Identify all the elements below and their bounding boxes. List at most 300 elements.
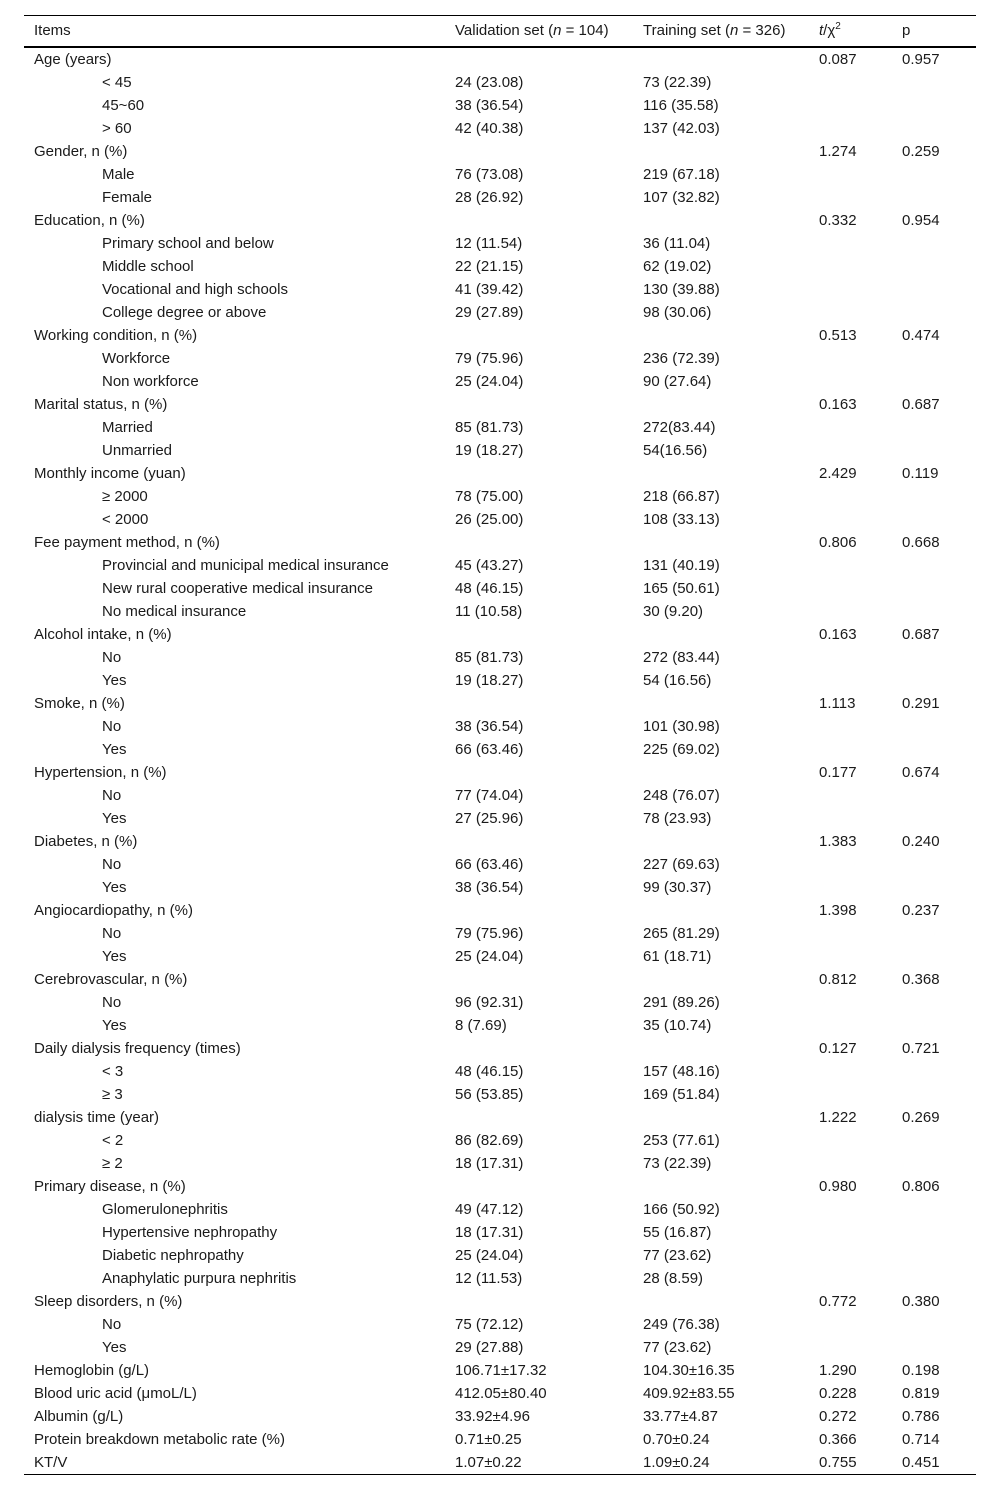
row-label: Diabetes, n (%) bbox=[34, 832, 138, 850]
p-value: 0.291 bbox=[902, 694, 940, 712]
validation-value: 38 (36.54) bbox=[455, 717, 524, 735]
table-row bbox=[24, 324, 976, 347]
row-label: dialysis time (year) bbox=[34, 1108, 160, 1126]
validation-value: 66 (63.46) bbox=[455, 855, 524, 873]
training-value bbox=[633, 1037, 809, 1060]
row-label: Alcohol intake, n (%) bbox=[34, 625, 172, 643]
table-row bbox=[24, 761, 976, 784]
training-value bbox=[633, 462, 809, 485]
validation-value: 38 (36.54) bbox=[455, 878, 524, 896]
p-value: 0.687 bbox=[902, 625, 940, 643]
training-value bbox=[633, 324, 809, 347]
row-label: Daily dialysis frequency (times) bbox=[34, 1039, 241, 1057]
validation-value: 78 (75.00) bbox=[455, 487, 524, 505]
p-value bbox=[892, 301, 976, 324]
row-label: Fee payment method, n (%) bbox=[34, 533, 220, 551]
row-label: No medical insurance bbox=[102, 602, 247, 620]
table-row bbox=[24, 1129, 976, 1152]
row-label: New rural cooperative medical insurance bbox=[102, 579, 373, 597]
validation-value: 0.71±0.25 bbox=[455, 1430, 522, 1448]
table-row bbox=[24, 554, 976, 577]
p-value: 0.687 bbox=[902, 395, 940, 413]
validation-value: 1.07±0.22 bbox=[445, 1451, 633, 1475]
training-value: 99 (30.37) bbox=[643, 878, 712, 896]
row-label: Primary disease, n (%) bbox=[34, 1177, 186, 1195]
statistic-value bbox=[809, 117, 892, 140]
table-row bbox=[24, 968, 976, 991]
training-value: 166 (50.92) bbox=[643, 1200, 720, 1218]
training-value: 265 (81.29) bbox=[643, 924, 720, 942]
row-label: Hypertension, n (%) bbox=[34, 763, 167, 781]
table-row bbox=[24, 715, 976, 738]
validation-value: 48 (46.15) bbox=[455, 1062, 524, 1080]
table-row bbox=[24, 669, 976, 692]
validation-value bbox=[445, 47, 633, 71]
validation-value: 76 (73.08) bbox=[455, 165, 524, 183]
statistic-value: 0.127 bbox=[819, 1039, 857, 1057]
validation-value: 19 (18.27) bbox=[455, 441, 524, 459]
row-label: Female bbox=[102, 188, 153, 206]
training-value: 131 (40.19) bbox=[643, 556, 720, 574]
row-label: Blood uric acid (μmoL/L) bbox=[34, 1384, 197, 1402]
row-label: Provincial and municipal medical insurance bbox=[102, 556, 389, 574]
training-value bbox=[633, 393, 809, 416]
statistic-value bbox=[809, 853, 892, 876]
row-label: Yes bbox=[102, 1338, 127, 1356]
statistic-value bbox=[809, 347, 892, 370]
statistic-value bbox=[809, 439, 892, 462]
validation-value: 79 (75.96) bbox=[455, 924, 524, 942]
statistic-value: 0.163 bbox=[819, 625, 857, 643]
statistic-value bbox=[809, 922, 892, 945]
row-label: Male bbox=[102, 165, 135, 183]
p-value bbox=[892, 1129, 976, 1152]
p-value bbox=[892, 1267, 976, 1290]
statistic-value bbox=[809, 71, 892, 94]
validation-value bbox=[445, 1037, 633, 1060]
table-row bbox=[24, 991, 976, 1014]
training-value: 249 (76.38) bbox=[643, 1315, 720, 1333]
row-label: Albumin (g/L) bbox=[34, 1407, 124, 1425]
table-row bbox=[24, 278, 976, 301]
table-row bbox=[24, 1152, 976, 1175]
row-label: Monthly income (yuan) bbox=[34, 464, 186, 482]
validation-value: 29 (27.88) bbox=[455, 1338, 524, 1356]
p-value bbox=[892, 1152, 976, 1175]
validation-value: 11 (10.58) bbox=[455, 602, 523, 620]
table-row bbox=[24, 1382, 976, 1405]
table-row bbox=[24, 600, 976, 623]
validation-value bbox=[445, 531, 633, 554]
row-label: ≥ 2 bbox=[102, 1154, 123, 1172]
header-items: Items bbox=[24, 16, 445, 47]
table-row bbox=[24, 485, 976, 508]
validation-value: 85 (81.73) bbox=[455, 418, 524, 436]
header-test-statistic: $t/\chi^2$ bbox=[809, 16, 892, 47]
p-value bbox=[892, 71, 976, 94]
training-value: 165 (50.61) bbox=[643, 579, 720, 597]
statistic-value: 0.087 bbox=[819, 50, 857, 68]
validation-value: 106.71±17.32 bbox=[455, 1361, 547, 1379]
training-value: 30 (9.20) bbox=[643, 602, 704, 620]
statistic-value: 1.274 bbox=[819, 142, 857, 160]
training-value bbox=[633, 1290, 809, 1313]
validation-value: 18 (17.31) bbox=[455, 1154, 524, 1172]
row-label: Diabetic nephropathy bbox=[102, 1246, 244, 1264]
row-label: College degree or above bbox=[102, 303, 267, 321]
table-row bbox=[24, 623, 976, 646]
validation-value bbox=[445, 462, 633, 485]
p-value: 0.954 bbox=[902, 211, 940, 229]
p-value bbox=[892, 600, 976, 623]
p-value bbox=[892, 278, 976, 301]
training-value bbox=[633, 531, 809, 554]
p-value bbox=[892, 94, 976, 117]
baseline-characteristics-table-container bbox=[24, 15, 976, 1475]
table-row bbox=[24, 945, 976, 968]
table-row bbox=[24, 1405, 976, 1428]
statistic-value bbox=[809, 370, 892, 393]
table-row bbox=[24, 1014, 976, 1037]
table-body bbox=[24, 47, 976, 1475]
table-row bbox=[24, 1037, 976, 1060]
training-value: 73 (22.39) bbox=[643, 1154, 712, 1172]
statistic-value bbox=[809, 1198, 892, 1221]
row-label: Gender, n (%) bbox=[34, 142, 128, 160]
statistic-value bbox=[809, 646, 892, 669]
statistic-value bbox=[809, 991, 892, 1014]
row-label: Vocational and high schools bbox=[102, 280, 288, 298]
statistic-value bbox=[809, 1221, 892, 1244]
statistic-value bbox=[809, 1313, 892, 1336]
table-row bbox=[24, 1290, 976, 1313]
p-value bbox=[892, 508, 976, 531]
statistic-value bbox=[809, 577, 892, 600]
p-value: 0.668 bbox=[902, 533, 940, 551]
validation-value bbox=[445, 899, 633, 922]
table-row bbox=[24, 209, 976, 232]
training-value: 291 (89.26) bbox=[643, 993, 720, 1011]
table-row bbox=[24, 508, 976, 531]
p-value: 0.269 bbox=[902, 1108, 940, 1126]
statistic-value bbox=[809, 186, 892, 209]
validation-value: 12 (11.54) bbox=[455, 234, 523, 252]
table-row bbox=[24, 1451, 976, 1475]
statistic-value bbox=[809, 784, 892, 807]
p-value: 0.721 bbox=[902, 1039, 940, 1057]
row-label: < 2000 bbox=[102, 510, 149, 528]
training-value: 61 (18.71) bbox=[643, 947, 712, 965]
training-value bbox=[633, 830, 809, 853]
validation-value bbox=[445, 1175, 633, 1198]
training-value: 272(83.44) bbox=[643, 418, 716, 436]
statistic-value: 0.980 bbox=[819, 1177, 857, 1195]
training-value bbox=[633, 1106, 809, 1129]
validation-value: 25 (24.04) bbox=[455, 947, 524, 965]
training-value bbox=[633, 209, 809, 232]
training-value: 90 (27.64) bbox=[643, 372, 712, 390]
table-row bbox=[24, 1244, 976, 1267]
p-value bbox=[892, 991, 976, 1014]
row-label: Workforce bbox=[102, 349, 171, 367]
statistic-value: 2.429 bbox=[819, 464, 857, 482]
validation-value: 41 (39.42) bbox=[455, 280, 524, 298]
p-value: 0.119 bbox=[902, 464, 939, 482]
validation-value: 8 (7.69) bbox=[455, 1016, 507, 1034]
table-row bbox=[24, 347, 976, 370]
training-value: 33.77±4.87 bbox=[643, 1407, 718, 1425]
statistic-value bbox=[809, 416, 892, 439]
table-header-row bbox=[24, 16, 976, 47]
p-value bbox=[892, 876, 976, 899]
row-label: No bbox=[102, 786, 122, 804]
training-value bbox=[633, 47, 809, 71]
validation-value bbox=[445, 1290, 633, 1313]
header-validation-set: Validation set (n = 104) bbox=[445, 16, 633, 47]
row-label: < 45 bbox=[102, 73, 132, 91]
training-value: 54(16.56) bbox=[643, 441, 708, 459]
table-row bbox=[24, 370, 976, 393]
validation-value bbox=[445, 1106, 633, 1129]
table-row bbox=[24, 301, 976, 324]
row-label: Yes bbox=[102, 671, 127, 689]
statistic-value: 0.228 bbox=[819, 1384, 857, 1402]
p-value: 0.259 bbox=[902, 142, 940, 160]
table-row bbox=[24, 1221, 976, 1244]
table-row bbox=[24, 830, 976, 853]
table-row bbox=[24, 462, 976, 485]
table-row bbox=[24, 439, 976, 462]
row-label: ≥ 3 bbox=[102, 1085, 123, 1103]
p-value bbox=[892, 945, 976, 968]
validation-value bbox=[445, 209, 633, 232]
validation-value: 25 (24.04) bbox=[455, 1246, 524, 1264]
table-row bbox=[24, 47, 976, 71]
p-value: 0.674 bbox=[902, 763, 940, 781]
statistic-value: 0.755 bbox=[809, 1451, 892, 1475]
validation-value: 48 (46.15) bbox=[455, 579, 524, 597]
statistic-value: 0.806 bbox=[819, 533, 857, 551]
p-value bbox=[892, 1198, 976, 1221]
row-label: Smoke, n (%) bbox=[34, 694, 125, 712]
p-value: 0.819 bbox=[902, 1384, 940, 1402]
table-row bbox=[24, 1428, 976, 1451]
training-value: 219 (67.18) bbox=[643, 165, 720, 183]
training-value: 98 (30.06) bbox=[643, 303, 712, 321]
statistic-value: 0.272 bbox=[819, 1407, 857, 1425]
validation-value: 22 (21.15) bbox=[455, 257, 524, 275]
validation-value bbox=[445, 968, 633, 991]
table-row bbox=[24, 393, 976, 416]
p-value bbox=[892, 1083, 976, 1106]
p-value: 0.714 bbox=[902, 1430, 940, 1448]
training-value bbox=[633, 1175, 809, 1198]
validation-value: 18 (17.31) bbox=[455, 1223, 524, 1241]
statistic-value: 0.366 bbox=[819, 1430, 857, 1448]
p-value bbox=[892, 370, 976, 393]
statistic-value bbox=[809, 508, 892, 531]
table-row bbox=[24, 163, 976, 186]
validation-value: 12 (11.53) bbox=[455, 1269, 523, 1287]
training-value bbox=[633, 968, 809, 991]
table-row bbox=[24, 1106, 976, 1129]
table-row bbox=[24, 94, 976, 117]
training-value: 77 (23.62) bbox=[643, 1338, 712, 1356]
table-row bbox=[24, 876, 976, 899]
row-label: Working condition, n (%) bbox=[34, 326, 198, 344]
table-row bbox=[24, 807, 976, 830]
training-value: 55 (16.87) bbox=[643, 1223, 712, 1241]
p-value: 0.198 bbox=[902, 1361, 940, 1379]
statistic-value: 0.772 bbox=[819, 1292, 857, 1310]
p-value bbox=[892, 1014, 976, 1037]
p-value bbox=[892, 163, 976, 186]
table-row bbox=[24, 71, 976, 94]
row-label: No bbox=[102, 1315, 122, 1333]
statistic-value bbox=[809, 163, 892, 186]
table-row bbox=[24, 738, 976, 761]
row-label: ≥ 2000 bbox=[102, 487, 148, 505]
table-row bbox=[24, 1198, 976, 1221]
validation-value bbox=[445, 623, 633, 646]
row-label: Hypertensive nephropathy bbox=[102, 1223, 278, 1241]
table-row bbox=[24, 117, 976, 140]
validation-value: 412.05±80.40 bbox=[455, 1384, 547, 1402]
p-value bbox=[892, 853, 976, 876]
p-value: 0.806 bbox=[902, 1177, 940, 1195]
training-value: 104.30±16.35 bbox=[643, 1361, 735, 1379]
p-value bbox=[892, 232, 976, 255]
row-label: No bbox=[102, 993, 122, 1011]
validation-value: 25 (24.04) bbox=[455, 372, 524, 390]
row-label: < 3 bbox=[102, 1062, 124, 1080]
statistic-value: 0.163 bbox=[819, 395, 857, 413]
training-value: 409.92±83.55 bbox=[643, 1384, 735, 1402]
p-value bbox=[892, 922, 976, 945]
p-value bbox=[892, 784, 976, 807]
validation-value: 28 (26.92) bbox=[455, 188, 524, 206]
row-label: Hemoglobin (g/L) bbox=[34, 1361, 150, 1379]
p-value bbox=[892, 1313, 976, 1336]
validation-value: 66 (63.46) bbox=[455, 740, 524, 758]
statistic-value: 0.177 bbox=[819, 763, 857, 781]
row-label: Marital status, n (%) bbox=[34, 395, 168, 413]
training-value: 35 (10.74) bbox=[643, 1016, 712, 1034]
training-value: 107 (32.82) bbox=[643, 188, 720, 206]
training-value: 0.70±0.24 bbox=[643, 1430, 710, 1448]
training-value: 248 (76.07) bbox=[643, 786, 720, 804]
p-value bbox=[892, 416, 976, 439]
statistic-value bbox=[809, 600, 892, 623]
statistic-value bbox=[809, 554, 892, 577]
p-value: 0.240 bbox=[902, 832, 940, 850]
validation-value: 79 (75.96) bbox=[455, 349, 524, 367]
p-value: 0.368 bbox=[902, 970, 940, 988]
p-value: 0.786 bbox=[902, 1407, 940, 1425]
statistic-value: 1.222 bbox=[819, 1108, 857, 1126]
row-label: Glomerulonephritis bbox=[102, 1200, 228, 1218]
row-label: Unmarried bbox=[102, 441, 173, 459]
table-row bbox=[24, 922, 976, 945]
row-label: Yes bbox=[102, 947, 127, 965]
table-row bbox=[24, 784, 976, 807]
validation-value: 33.92±4.96 bbox=[455, 1407, 530, 1425]
row-label: < 2 bbox=[102, 1131, 124, 1149]
p-value bbox=[892, 1336, 976, 1359]
training-value: 169 (51.84) bbox=[643, 1085, 720, 1103]
table-row bbox=[24, 692, 976, 715]
statistic-value: 1.398 bbox=[819, 901, 857, 919]
training-value: 227 (69.63) bbox=[643, 855, 720, 873]
statistic-value bbox=[809, 1336, 892, 1359]
validation-value: 42 (40.38) bbox=[455, 119, 524, 137]
training-value: 73 (22.39) bbox=[643, 73, 712, 91]
p-value bbox=[892, 807, 976, 830]
validation-value: 26 (25.00) bbox=[455, 510, 524, 528]
table-row bbox=[24, 416, 976, 439]
training-value: 78 (23.93) bbox=[643, 809, 712, 827]
table-row bbox=[24, 531, 976, 554]
p-value: 0.957 bbox=[902, 50, 940, 68]
statistic-value bbox=[809, 94, 892, 117]
validation-value bbox=[445, 324, 633, 347]
p-value bbox=[892, 255, 976, 278]
row-label: No bbox=[102, 924, 122, 942]
validation-value: 75 (72.12) bbox=[455, 1315, 524, 1333]
statistic-value bbox=[809, 1129, 892, 1152]
p-value bbox=[892, 1060, 976, 1083]
row-label: Yes bbox=[102, 809, 127, 827]
training-value: 36 (11.04) bbox=[643, 234, 711, 252]
table-row bbox=[24, 255, 976, 278]
table-row bbox=[24, 1060, 976, 1083]
validation-value: 96 (92.31) bbox=[455, 993, 524, 1011]
table-row bbox=[24, 899, 976, 922]
row-label: Non workforce bbox=[102, 372, 199, 390]
validation-value: 56 (53.85) bbox=[455, 1085, 524, 1103]
training-value: 272 (83.44) bbox=[643, 648, 720, 666]
validation-value: 86 (82.69) bbox=[455, 1131, 524, 1149]
training-value: 236 (72.39) bbox=[643, 349, 720, 367]
training-value bbox=[633, 899, 809, 922]
table-row bbox=[24, 186, 976, 209]
p-value bbox=[892, 738, 976, 761]
table-row bbox=[24, 1336, 976, 1359]
training-value bbox=[633, 623, 809, 646]
row-label: Protein breakdown metabolic rate (%) bbox=[34, 1430, 285, 1448]
table-row bbox=[24, 577, 976, 600]
validation-value: 85 (81.73) bbox=[455, 648, 524, 666]
statistic-value bbox=[809, 738, 892, 761]
statistic-value bbox=[809, 1083, 892, 1106]
validation-value: 27 (25.96) bbox=[455, 809, 524, 827]
header-training-set: Training set (n = 326) bbox=[633, 16, 809, 47]
p-value: 0.451 bbox=[892, 1451, 976, 1475]
row-label: Sleep disorders, n (%) bbox=[34, 1292, 183, 1310]
row-label: Angiocardiopathy, n (%) bbox=[34, 901, 193, 919]
statistic-value bbox=[809, 301, 892, 324]
statistic-value bbox=[809, 1152, 892, 1175]
training-value: 225 (69.02) bbox=[643, 740, 720, 758]
header-p-value: p bbox=[892, 16, 976, 47]
row-label: No bbox=[102, 648, 122, 666]
training-value: 116 (35.58) bbox=[643, 96, 719, 114]
statistic-value: 0.513 bbox=[819, 326, 857, 344]
training-value: 1.09±0.24 bbox=[633, 1451, 809, 1475]
p-value: 0.474 bbox=[902, 326, 940, 344]
row-label: KT/V bbox=[24, 1451, 445, 1475]
training-value: 101 (30.98) bbox=[643, 717, 720, 735]
